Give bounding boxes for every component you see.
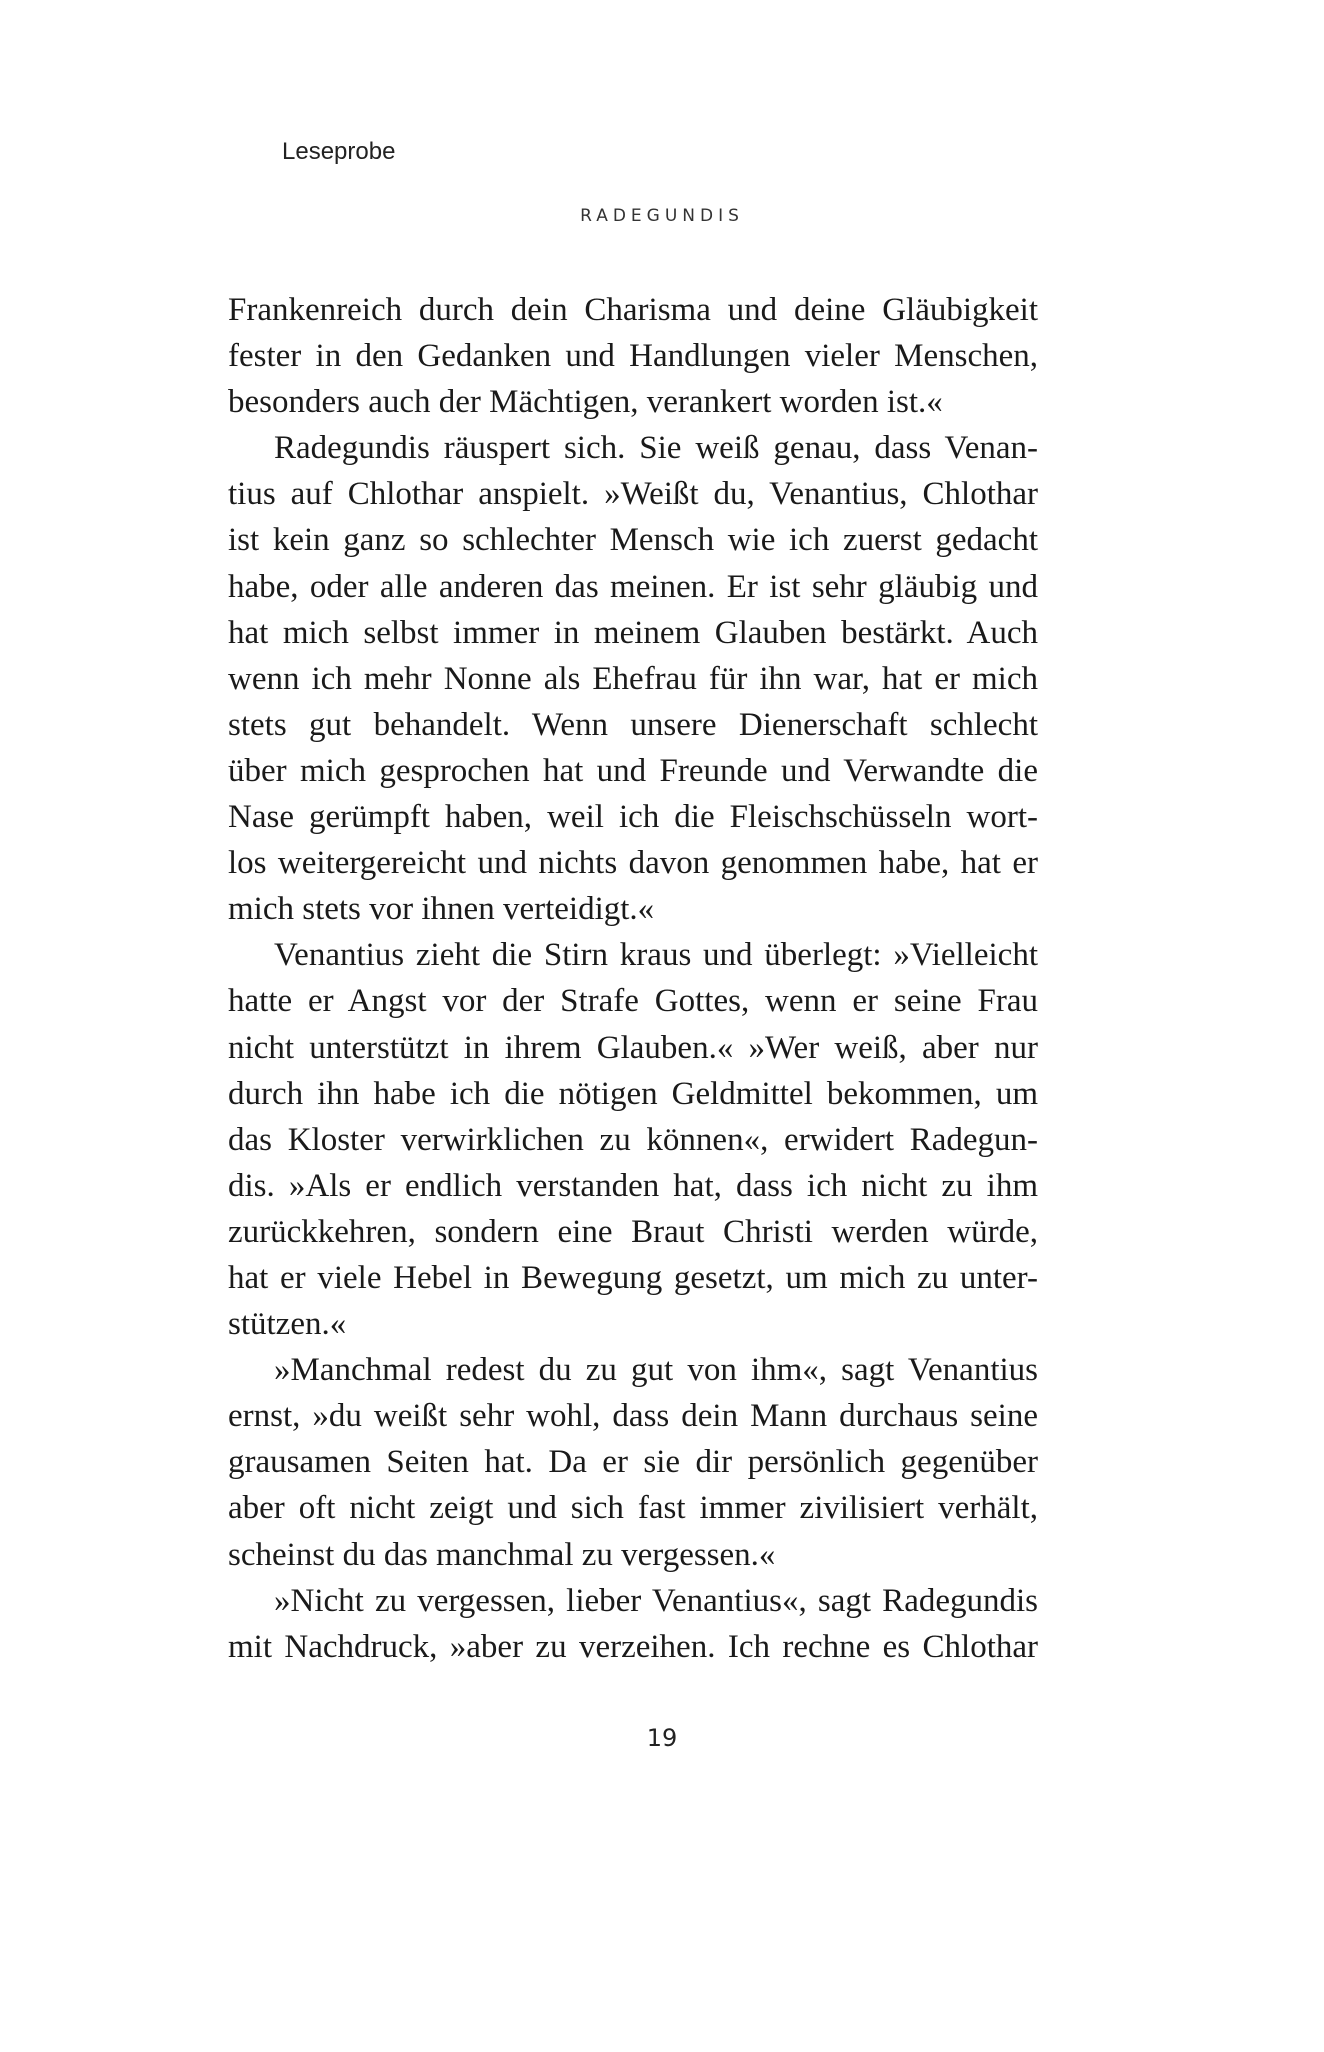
text-line: dis. »Als er endlich verstanden hat, dass ich nicht zu ihm [228,1167,1038,1204]
text-line: wenn ich mehr Nonne als Ehefrau für ihn war, hat er mich [228,660,1038,697]
text-line: Frankenreich durch dein Charisma und deine Gläubigkeit [228,292,1038,328]
text-line: stets gut behandelt. Wenn unsere Dienerschaft schlecht [228,706,1038,743]
text-line: besonders auch der Mächtigen, verankert worden ist.« [228,384,943,421]
text-line: fester in den Gedanken und Handlungen vieler Menschen, [228,338,1038,375]
page-number: 19 [646,1724,678,1752]
text-line: »Manchmal redest du zu gut von ihm«, sagt Venantius [274,1352,1038,1389]
body-text [228,287,1038,1670]
text-line: grausamen Seiten hat. Da er sie dir persönlich gegenüber [228,1444,1038,1481]
text-line: mich stets vor ihnen verteidigt.« [228,891,655,928]
text-line: los weitergereicht und nichts davon genommen habe, hat er [228,845,1038,882]
text-line: mit Nachdruck, »aber zu verzeihen. Ich rechne es Chlothar [228,1628,1038,1665]
text-line: aber oft nicht zeigt und sich fast immer zivilisiert verhält, [228,1490,1038,1527]
text-line: durch ihn habe ich die nötigen Geldmittel bekommen, um [228,1075,1038,1112]
running-head: RADEGUNDIS [580,206,744,226]
text-line: stützen.« [228,1306,347,1343]
text-line: Venantius zieht die Stirn kraus und überlegt: »Vielleicht [274,937,1038,974]
text-line: das Kloster verwirklichen zu können«, erwidert Radegun- [228,1121,1038,1158]
text-line: hatte er Angst vor der Strafe Gottes, wenn er seine Frau [228,983,1038,1020]
text-line: ernst, »du weißt sehr wohl, dass dein Mann durchaus seine [228,1398,1038,1435]
text-line: Nase gerümpft haben, weil ich die Fleischschüsseln wort- [228,799,1038,836]
text-line: hat er viele Hebel in Bewegung gesetzt, um mich zu unter- [228,1259,1038,1296]
watermark-label: Leseprobe [282,138,396,165]
text-line: über mich gesprochen hat und Freunde und Verwandte die [228,752,1038,789]
text-line: hat mich selbst immer in meinem Glauben bestärkt. Auch [228,614,1038,651]
text-line: »Nicht zu vergessen, lieber Venantius«, sagt Radegundis [274,1582,1038,1619]
text-line: tius auf Chlothar anspielt. »Weißt du, Venantius, Chlothar [228,476,1038,513]
text-line: ist kein ganz so schlechter Mensch wie ich zuerst gedacht [228,522,1038,559]
text-line: habe, oder alle anderen das meinen. Er ist sehr gläubig und [228,568,1038,605]
text-line: zurückkehren, sondern eine Braut Christi werden würde, [228,1213,1038,1250]
text-line: scheinst du das manchmal zu vergessen.« [228,1536,776,1573]
text-line: nicht unterstützt in ihrem Glauben.« »Wer weiß, aber nur [228,1029,1038,1066]
text-line: Radegundis räuspert sich. Sie weiß genau, dass Venan- [274,430,1038,467]
